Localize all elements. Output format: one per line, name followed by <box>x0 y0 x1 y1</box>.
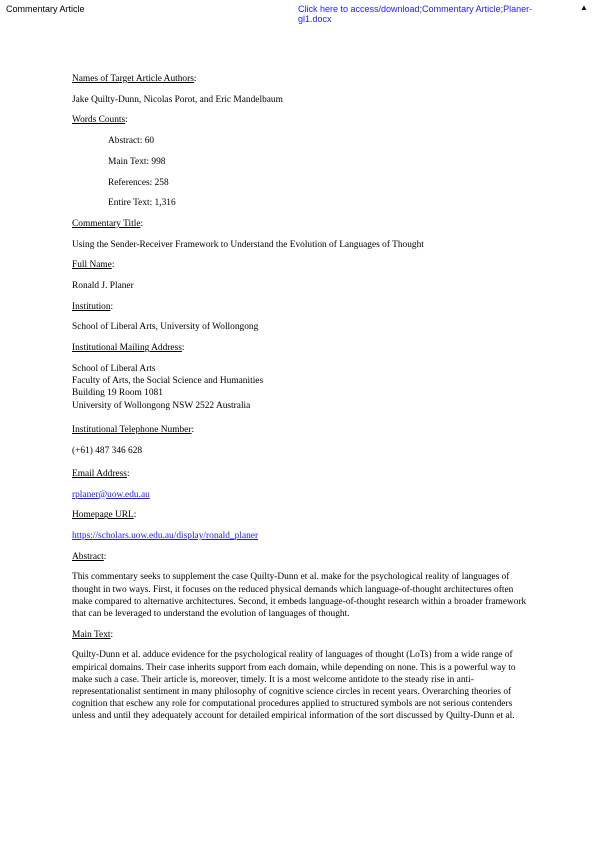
document-body <box>72 73 527 731</box>
email-link-row <box>72 489 527 501</box>
abstract-text: This commentary seeks to supplement the case Quilty-Dunn et al. make for the psychological reality of languages of thought in two ways. First, it focuses on the reduced physical demands which language-of-thought architectures often make compared to alternative architectures. Second, it embeds language-of-thought research within a broader framework that can be leveraged to understand the evolution of languages of thought. <box>72 572 527 620</box>
authors-label: Names of Target Article Authors: <box>72 74 197 84</box>
homepage-label: Homepage URL: <box>72 510 137 521</box>
main-text-count: Main Text: 998 <box>108 156 166 167</box>
mailing-address-label: Institutional Mailing Address: <box>72 343 185 354</box>
abstract-label: Abstract: <box>72 551 107 562</box>
download-link[interactable]: Click here to access/download;Commentary Article;Planer-gl1.docx <box>298 4 533 24</box>
telephone: (+61) 487 346 628 <box>72 445 143 456</box>
address-line: Faculty of Arts, the Social Science and Humanities <box>72 376 264 387</box>
entire-text-count: Entire Text: 1,316 <box>108 198 176 209</box>
full-name-label: Full Name: <box>72 260 115 271</box>
commentary-title: Using the Sender-Receiver Framework to Understand the Evolution of Languages of Thought <box>72 239 424 250</box>
address-line: University of Wollongong NSW 2522 Australia <box>72 400 251 411</box>
authors-value: Jake Quilty-Dunn, Nicolas Porot, and Eric Mandelbaum <box>72 94 283 105</box>
address-line: Building 19 Room 1081 <box>72 388 163 399</box>
main-text-label: Main Text: <box>72 629 114 640</box>
main-text: Quilty-Dunn et al. adduce evidence for the psychological reality of languages of thought (LoTs) from a wide range of empirical domains. Their case inherits support from each domain, while depending on none. This is a powerful way to make such a case. Their article is, moreover, timely. It is a most welcome antidote to the steady rise in anti-representationalist sentiment in many philosophy of cognitive science circles in recent years. Overarching theories of cognition that eschew any role for computational procedures applied to structured symbols are not serious contenders unless and until they adequately account for detailed empirical information of the sort discussed by Quilty-Dunn et al. <box>72 650 516 722</box>
full-name: Ronald J. Planer <box>72 281 134 292</box>
download-icon[interactable]: ▲ <box>580 3 588 12</box>
references-count: References: 258 <box>108 177 169 188</box>
address-line: School of Liberal Arts <box>72 363 156 374</box>
homepage-link-row <box>72 530 527 542</box>
abstract-count: Abstract: 60 <box>108 136 155 147</box>
email-link[interactable]: rplaner@uow.edu.au <box>72 489 150 500</box>
email-label: Email Address: <box>72 468 130 479</box>
mailing-address <box>72 363 527 412</box>
homepage-link[interactable]: https://scholars.uow.edu.au/display/ronald_planer <box>72 531 259 542</box>
institution-label: Institution: <box>72 301 114 312</box>
word-counts-label: Words Counts: <box>72 115 128 126</box>
institution: School of Liberal Arts, University of Wollongong <box>72 322 259 333</box>
header-article-type: Commentary Article <box>6 4 85 14</box>
telephone-label: Institutional Telephone Number: <box>72 425 195 436</box>
commentary-title-label: Commentary Title: <box>72 218 144 229</box>
